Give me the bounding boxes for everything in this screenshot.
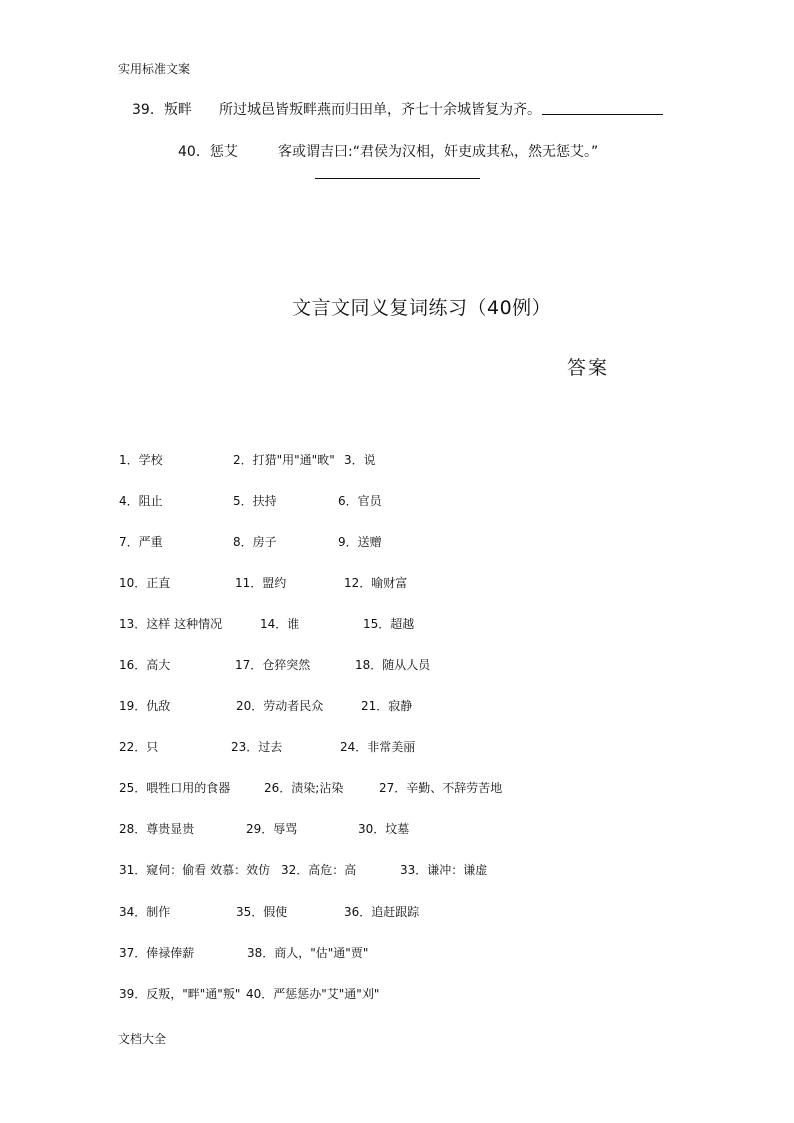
answer-item: 33．谦冲：谦虚 [400, 863, 488, 877]
page-footer: 文档大全 [118, 1032, 167, 1046]
answer-item: 16．高大 [119, 658, 171, 672]
answer-item: 3．说 [344, 453, 376, 467]
answer-item: 24．非常美丽 [340, 740, 416, 754]
answer-item: 14．谁 [260, 617, 300, 631]
answer-item: 12．喻财富 [344, 576, 408, 590]
answer-item: 6．官员 [338, 494, 382, 508]
question-40-number: 40．惩艾 [178, 144, 238, 160]
page-title: 文言文同义复词练习（40例） [292, 297, 552, 319]
answer-item: 29．辱骂 [246, 822, 298, 836]
answer-item: 35．假使 [236, 905, 288, 919]
answer-item: 13．这样 这种情况 [119, 617, 223, 631]
answer-item: 25．喂牲口用的食器 [119, 781, 231, 795]
question-39-number: 39．叛畔 [132, 102, 192, 118]
answer-item: 1．学校 [119, 453, 163, 467]
question-40-answer-blank[interactable] [315, 178, 480, 179]
answer-item: 7．严重 [119, 535, 163, 549]
question-39-sentence: 所过城邑皆叛畔燕而归田单，齐七十余城皆复为齐。 [219, 102, 541, 118]
answer-item: 38．商人，"估"通"贾" [247, 946, 369, 960]
answer-item: 40．严惩惩办"艾"通"刈" [246, 987, 380, 1001]
answer-item: 15．超越 [363, 617, 415, 631]
answer-item: 27．辛勤、不辞劳苦地 [379, 781, 503, 795]
answer-item: 4．阻止 [119, 494, 163, 508]
answer-item: 10．正直 [119, 576, 171, 590]
answer-item: 11．盟约 [235, 576, 287, 590]
answer-item: 19．仇敌 [119, 699, 171, 713]
answer-item: 34．制作 [119, 905, 171, 919]
answer-heading: 答案 [567, 357, 610, 379]
question-39-answer-blank[interactable] [542, 114, 663, 115]
answer-item: 9．送赠 [338, 535, 382, 549]
page-header: 实用标准文案 [118, 62, 191, 76]
answer-item: 20．劳动者民众 [236, 699, 324, 713]
answer-item: 32．高危：高 [281, 863, 357, 877]
answer-item: 8．房子 [233, 535, 277, 549]
answer-item: 28．尊贵显贵 [119, 822, 195, 836]
answer-item: 5．扶持 [233, 494, 277, 508]
answer-item: 31．窥伺：偷看 效慕：效仿 [119, 863, 271, 877]
answer-item: 30．坟墓 [358, 822, 410, 836]
answer-item: 18．随从人员 [355, 658, 431, 672]
answer-item: 2．打猎"用"通"畋" [233, 453, 335, 467]
answer-item: 39．反叛，"畔"通"叛" [119, 987, 241, 1001]
question-40-sentence: 客或谓吉曰:“君侯为汉相，奸吏成其私，然无惩艾。” [278, 144, 599, 160]
answer-item: 22．只 [119, 740, 159, 754]
answer-item: 26．渍染;沾染 [264, 781, 344, 795]
answer-item: 37．俸禄俸薪 [119, 946, 195, 960]
answer-item: 36．追赶跟踪 [344, 905, 420, 919]
answer-item: 23．过去 [231, 740, 283, 754]
answer-item: 17．仓猝突然 [235, 658, 311, 672]
answer-item: 21．寂静 [361, 699, 413, 713]
